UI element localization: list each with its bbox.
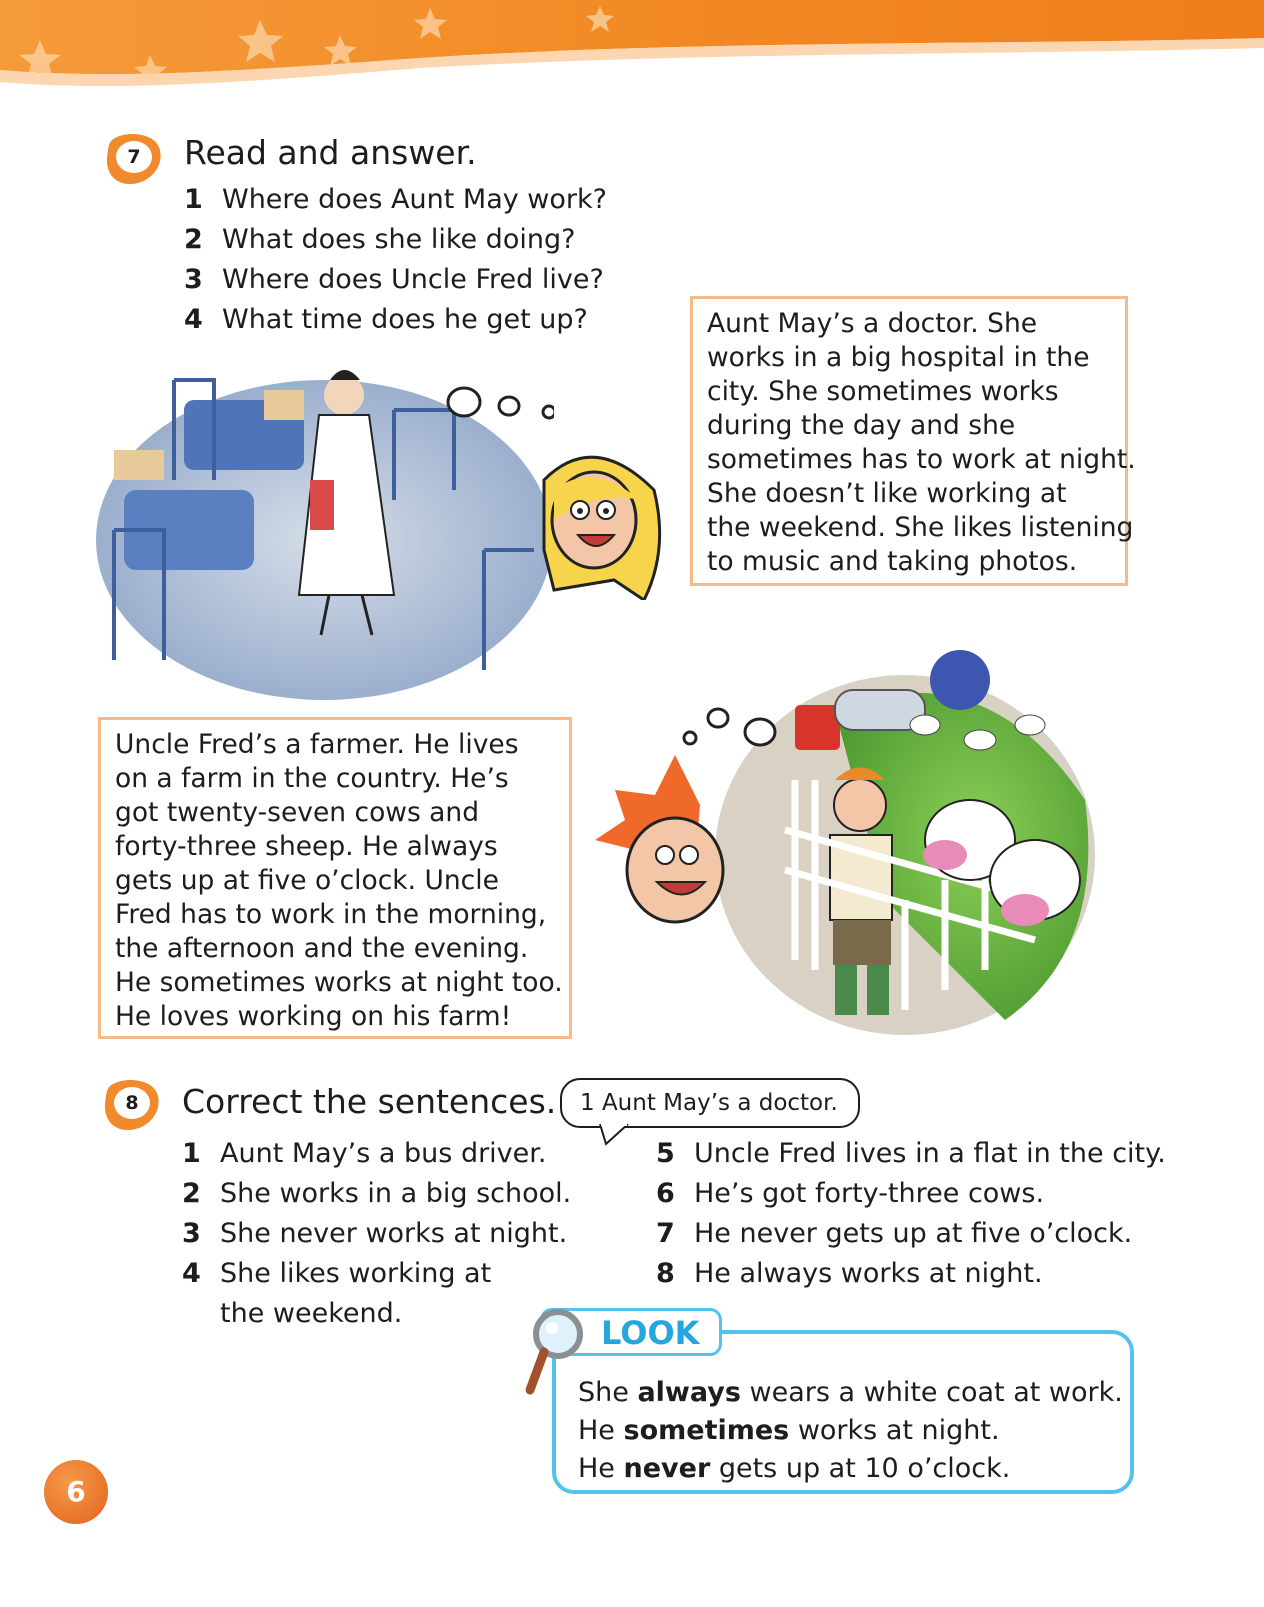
text-line: city. She sometimes works	[707, 376, 1059, 407]
hospital-illustration	[94, 340, 554, 710]
adverb-bold: always	[637, 1377, 741, 1408]
item-number: 6	[656, 1178, 675, 1209]
look-label: LOOK	[601, 1314, 700, 1352]
text-line: Aunt May’s a doctor. She	[707, 308, 1038, 339]
look-text: He	[578, 1415, 624, 1446]
text-line: sometimes has to work at night.	[707, 444, 1136, 475]
page-number: 6	[44, 1460, 108, 1524]
question-text: Where does Uncle Fred live?	[222, 264, 604, 295]
item-number: 7	[656, 1218, 675, 1249]
text-line: during the day and she	[707, 410, 1016, 441]
text-line: Fred has to work in the morning,	[115, 899, 547, 930]
list-item	[182, 1214, 571, 1254]
farm-illustration	[585, 650, 1105, 1040]
example-answer: 1 Aunt May’s a doctor.	[580, 1090, 838, 1116]
question-text: What does she like doing?	[222, 224, 576, 255]
list-item	[182, 1254, 571, 1294]
look-text: He	[578, 1453, 624, 1484]
sentence-text: She never works at night.	[220, 1218, 568, 1249]
list-item	[656, 1214, 1166, 1254]
list-item	[184, 300, 607, 340]
text-line: Uncle Fred’s a farmer. He lives	[115, 729, 519, 760]
list-item	[656, 1174, 1166, 1214]
magnifying-glass-icon	[520, 1306, 586, 1398]
text-line: gets up at five o’clock. Uncle	[115, 865, 499, 896]
top-banner	[0, 0, 1264, 110]
question-text: What time does he get up?	[222, 304, 588, 335]
look-text: She	[578, 1377, 638, 1408]
item-number: 2	[182, 1178, 201, 1209]
list-item	[184, 180, 607, 220]
text-line: got twenty-seven cows and	[115, 797, 480, 828]
sentence-text: She works in a big school.	[220, 1178, 572, 1209]
item-number: 3	[184, 264, 203, 295]
look-text: gets up at 10 o’clock.	[710, 1453, 1011, 1484]
exercise-8-number: 8	[125, 1092, 139, 1114]
exercise-8-badge	[102, 1074, 162, 1134]
item-number: 8	[656, 1258, 675, 1289]
sentence-text: He always works at night.	[694, 1258, 1043, 1289]
text-line: on a farm in the country. He’s	[115, 763, 509, 794]
sentence-list-right	[656, 1134, 1166, 1294]
list-item	[656, 1134, 1166, 1174]
list-item	[182, 1134, 571, 1174]
list-item	[184, 220, 607, 260]
sentence-text: Uncle Fred lives in a flat in the city.	[694, 1138, 1166, 1169]
text-line: She doesn’t like working at	[707, 478, 1067, 509]
adverb-bold: sometimes	[623, 1415, 790, 1446]
question-text: Where does Aunt May work?	[222, 184, 607, 215]
sentence-text: She likes working at	[220, 1258, 492, 1289]
exercise-8-title: Correct the sentences.	[182, 1082, 557, 1121]
sentence-text: Aunt May’s a bus driver.	[220, 1138, 547, 1169]
item-number: 3	[182, 1218, 201, 1249]
list-item	[656, 1254, 1166, 1294]
sentence-text: He’s got forty-three cows.	[694, 1178, 1045, 1209]
text-line: He sometimes works at night too.	[115, 967, 563, 998]
text-line: He loves working on his farm!	[115, 1001, 512, 1032]
look-line	[578, 1450, 1110, 1488]
text-line: the afternoon and the evening.	[115, 933, 529, 964]
text-line: works in a big hospital in the	[707, 342, 1090, 373]
list-item	[182, 1174, 571, 1214]
text-line: the weekend. She likes listening	[707, 512, 1134, 543]
adverb-bold: never	[623, 1453, 711, 1484]
girl-head-illustration	[514, 440, 674, 600]
look-text: wears a white coat at work.	[740, 1377, 1123, 1408]
item-number: 1	[182, 1138, 201, 1169]
item-number: 1	[184, 184, 203, 215]
item-number: 4	[182, 1258, 201, 1289]
text-line: to music and taking photos.	[707, 546, 1078, 577]
look-text: works at night.	[789, 1415, 1000, 1446]
sentence-text: the weekend.	[220, 1298, 403, 1329]
example-speech-bubble	[560, 1078, 860, 1128]
sentence-text: He never gets up at five o’clock.	[694, 1218, 1133, 1249]
uncle-fred-text-box	[98, 717, 572, 1039]
exercise-7-title: Read and answer.	[184, 133, 477, 172]
item-number: 5	[656, 1138, 675, 1169]
list-item	[184, 260, 607, 300]
bubble-tail-icon	[598, 1124, 638, 1146]
list-item-continuation	[182, 1294, 571, 1334]
aunt-may-text-box	[690, 296, 1136, 586]
look-line	[578, 1374, 1123, 1412]
exercise-7-badge	[104, 128, 164, 188]
item-number: 4	[184, 304, 203, 335]
text-line: forty-three sheep. He always	[115, 831, 498, 862]
sentence-list-left	[182, 1134, 571, 1334]
look-line	[578, 1412, 1110, 1450]
question-list	[184, 180, 607, 340]
item-number: 2	[184, 224, 203, 255]
exercise-7-number: 7	[127, 146, 141, 168]
